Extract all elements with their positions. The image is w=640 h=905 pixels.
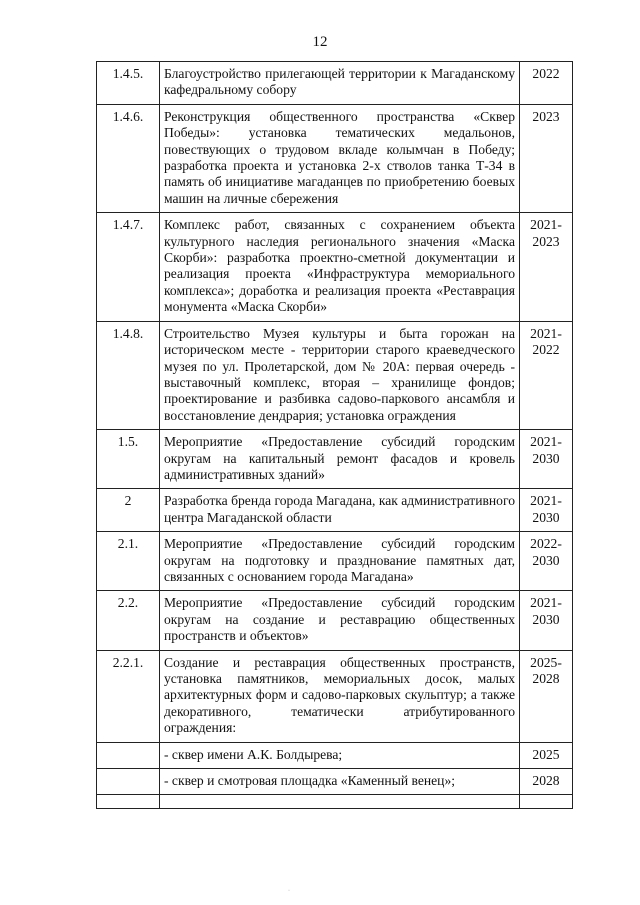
row-description: Создание и реставрация общественных пространств, установка памятников, мемориальных досок, малых архитектурных форм и садово-парковых скульптур; а также декоративного, тематически атрибутированного ограждения: [160,650,520,742]
row-description: - сквер и смотровая площадка «Каменный венец»; [160,769,520,795]
row-number: 1.4.7. [97,213,160,321]
row-description: - сквер имени А.К. Болдырева; [160,742,520,768]
row-description: Строительство Музея культуры и быта горожан на историческом месте - территории старого краеведческого музея по ул. Пролетарской, дом № 20А: первая очередь - выставочный комплекс, вторая – хранилище фондов; проектирование и разбивка садово-паркового ансамбля и восстановление дендрария; установка ограждения [160,321,520,429]
row-number: 1.4.6. [97,104,160,212]
row-years: 2021-2023 [520,213,573,321]
table-row [97,591,573,650]
row-number: 1.4.5. [97,62,160,105]
table-row [97,430,573,489]
row-description: Мероприятие «Предоставление субсидий городским округам на капитальный ремонт фасадов и кровель административных зданий» [160,430,520,489]
program-table [96,61,573,809]
row-years: 2025-2028 [520,650,573,742]
table-row [97,213,573,321]
continuation-cell [97,795,160,809]
continuation-cell [520,795,573,809]
row-description: Мероприятие «Предоставление субсидий городским округам на создание и реставрацию общественных пространств и объектов» [160,591,520,650]
table-row [97,62,573,105]
row-years: 2022 [520,62,573,105]
row-years: 2023 [520,104,573,212]
table-continuation [97,795,573,809]
row-number: 2.2.1. [97,650,160,742]
row-number: 2 [97,489,160,532]
table-row [97,742,573,768]
row-years: 2021-2030 [520,430,573,489]
row-years: 2025 [520,742,573,768]
scan-mark: · [288,888,290,894]
row-description: Разработка бренда города Магадана, как административного центра Магаданской области [160,489,520,532]
table-row [97,104,573,212]
table-row [97,489,573,532]
row-description: Мероприятие «Предоставление субсидий городским округам на подготовку и празднование памятных дат, связанных с основанием города Магадана» [160,532,520,591]
row-number: 1.4.8. [97,321,160,429]
table-row [97,650,573,742]
row-number [97,742,160,768]
row-number [97,769,160,795]
continuation-cell [160,795,520,809]
page-number: 12 [312,34,328,50]
row-years: 2022-2030 [520,532,573,591]
row-description: Благоустройство прилегающей территории к Магаданскому кафедральному собору [160,62,520,105]
row-number: 2.1. [97,532,160,591]
row-years: 2021-2030 [520,489,573,532]
table-row [97,769,573,795]
row-years: 2021-2022 [520,321,573,429]
row-years: 2028 [520,769,573,795]
row-number: 1.5. [97,430,160,489]
row-description: Реконструкция общественного пространства «Сквер Победы»: установка тематических медальонов, повествующих о трудовом вкладе колымчан в Победу; разработка проекта и установка 2-х стволов танка Т-34 в память об инициативе магаданцев по приобретению боевых машин на личные сбережения [160,104,520,212]
table-row [97,321,573,429]
table-row [97,532,573,591]
row-years: 2021-2030 [520,591,573,650]
row-number: 2.2. [97,591,160,650]
row-description: Комплекс работ, связанных с сохранением объекта культурного наследия регионального значения «Маска Скорби»: разработка проектно-сметной документации и реализация проекта «Инфраструктура мемориального комплекса»; доработка и реализация проекта «Реставрация монумента «Маска Скорби» [160,213,520,321]
